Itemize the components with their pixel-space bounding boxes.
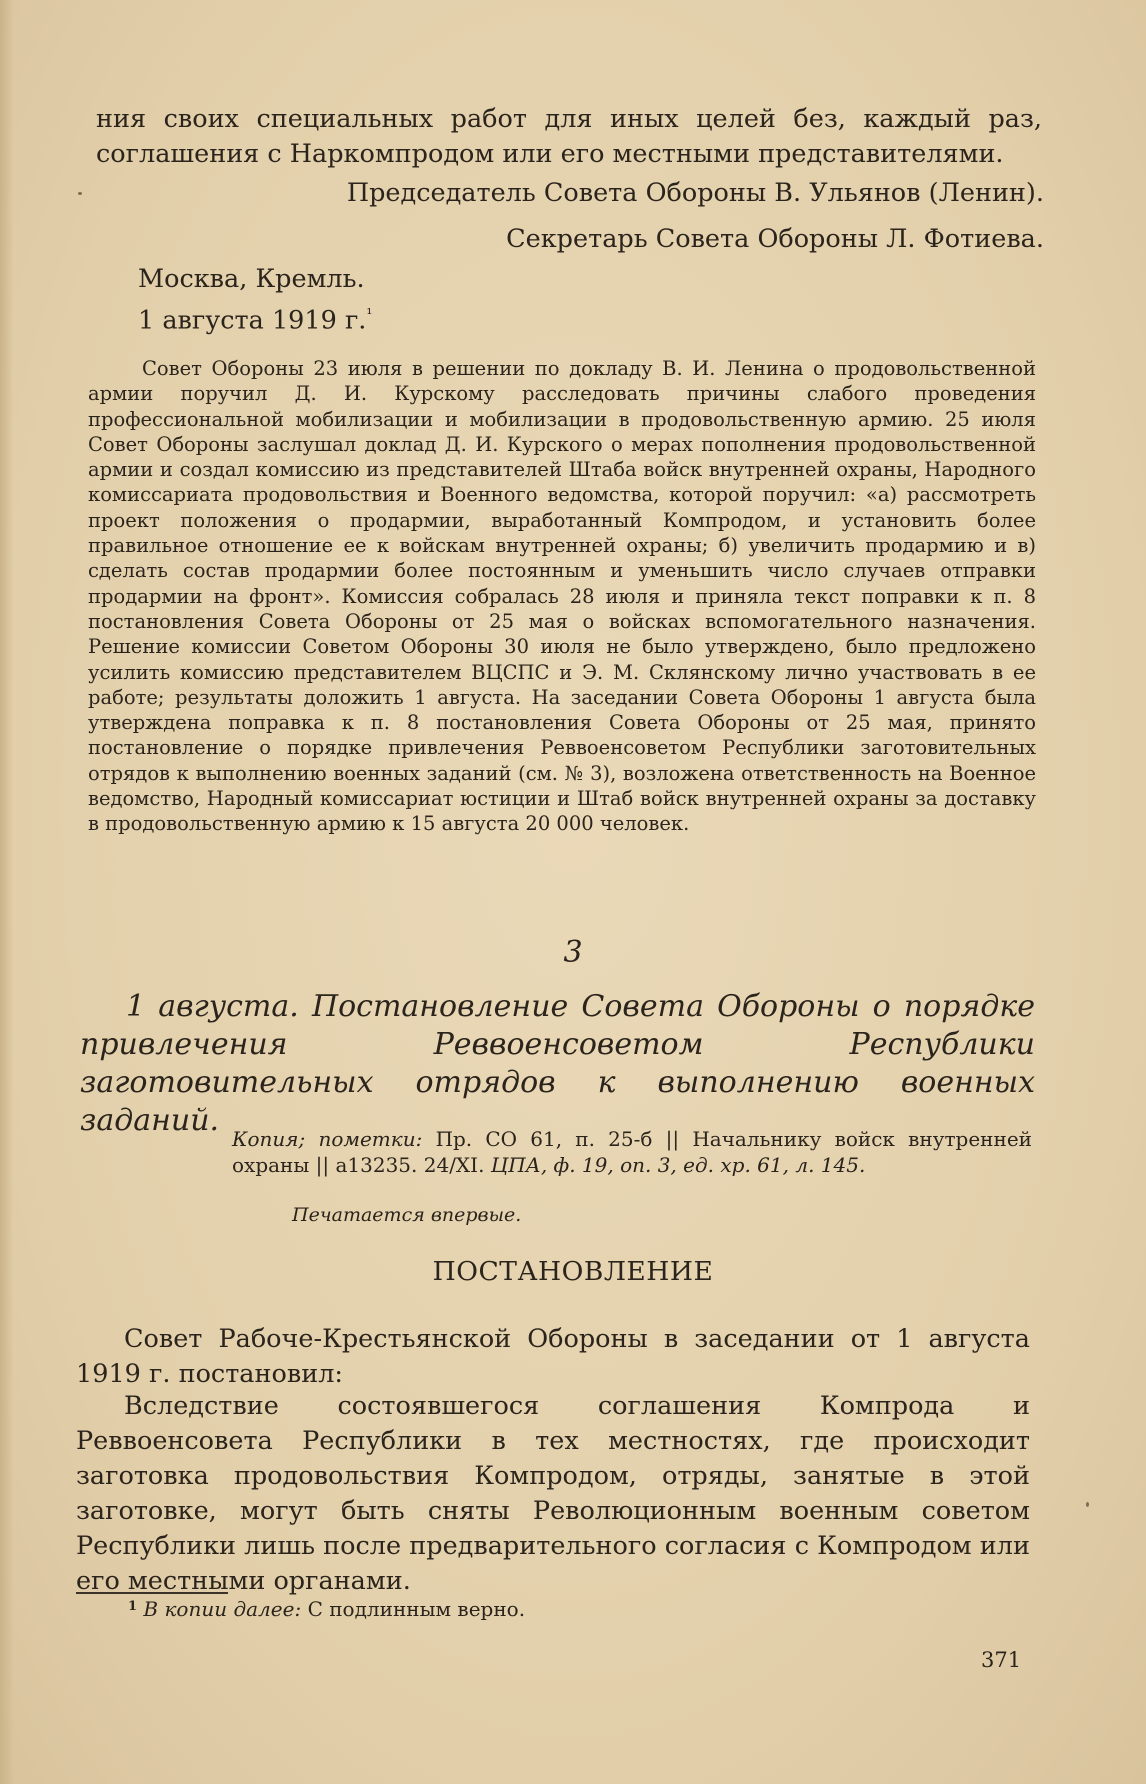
paper-speck (1086, 1502, 1089, 1507)
document-number: 3 (563, 935, 583, 970)
source-reference (232, 1126, 1032, 1178)
page-number: 371 (981, 1648, 1022, 1672)
paper-speck (78, 192, 82, 195)
footnote (128, 1597, 525, 1621)
signature-secretary: Секретарь Совета Обороны Л. Фотиева. (506, 224, 1044, 254)
footnote-rule (76, 1592, 228, 1594)
footnote-text: С подлинным верно. (307, 1597, 526, 1621)
page-edge-shadow (0, 0, 14, 1784)
resolution-paragraph-1: Совет Рабоче-Крестьянской Обороны в заседании от 1 августа 1919 г. постановил: (76, 1324, 1030, 1389)
resolution-paragraph-2: Вследствие состоявшегося соглашения Компрода и Реввоенсовета Республики в тех местностях, где происходит заготовка продовольствия Компродом, отряды, занятые в этой заготовке, могут быть сняты Революционным военным советом Республики лишь после предварительного согласия с Компродом или его местными органами. (76, 1391, 1030, 1596)
editorial-commentary: Совет Обороны 23 июля в решении по докладу В. И. Ленина о продовольственной армии поручил Д. И. Курскому расследовать причины слабого проведения профессиональной мобилизации и мобилизации в продовольственную армию. 25 июля Совет Обороны заслушал доклад Д. И. Курского о мерах пополнения продовольственной армии и создал комиссию из представителей Штаба войск внутренней охраны, Народного комиссариата продовольствия и Военного ведомства, которой поручил: «а) рассмотреть проект положения о продармии, выработанный Компродом, и установить более правильное отношение ее к войскам внутренней охраны; б) увеличить продармию и в) сделать состав продармии более постоянным и уменьшить число случаев отправки продармии на фронт». Комиссия собралась 28 июля и приняла текст поправки к п. 8 постановления Совета Обороны от 25 мая о войсках вспомогательного назначения. Решение комиссии Советом Обороны 30 июля не было утверждено, было предложено усилить комиссию представителем ВЦСПС и Э. М. Склянскому лично участвовать в ее работе; результаты доложить 1 августа. На заседании Совета Обороны 1 августа была утверждена поправка к п. 8 постановления Совета Обороны от 25 мая, принято постановление о порядке привлечения Реввоенсоветом Республики заготовительных отрядов к выполнению военных заданий (см. № 3), возложена ответственность на Военное ведомство, Народный комиссариат юстиции и Штаб войск внутренней охраны за доставку в продовольственную армию к 15 августа 20 000 человек. (88, 357, 1036, 836)
signature-chair: Председатель Совета Обороны В. Ульянов (Ленин). (346, 178, 1044, 208)
signing-date-text: 1 августа 1919 г. (138, 305, 367, 336)
source-label: Копия; пометки: (232, 1127, 423, 1151)
date-footnote-marker: ¹ (366, 305, 373, 323)
footnote-label: В копии далее: (143, 1597, 302, 1621)
signing-place: Москва, Кремль. (138, 264, 365, 294)
source-text: Пр. СО 61, п. 25-б || Начальнику войск внутренней охраны || а13235. 24/XI. (232, 1127, 1032, 1177)
publication-note: Печатается впервые. (292, 1204, 522, 1226)
document-title: 1 августа. Постановление Совета Обороны о порядке привлечения Реввоенсоветом Республики заготовительных отрядов к выполнению военных заданий. (80, 989, 1035, 1138)
continued-paragraph: ния своих специальных работ для иных целей без, каждый раз, соглашения с Наркомпродом или его местными представителями. (96, 104, 1042, 169)
resolution-heading: ПОСТАНОВЛЕНИЕ (432, 1256, 714, 1287)
archive-reference: ЦПА, ф. 19, оп. 3, ед. хр. 61, л. 145. (490, 1153, 866, 1177)
footnote-marker: 1 (128, 1599, 138, 1614)
signing-date (138, 297, 372, 339)
